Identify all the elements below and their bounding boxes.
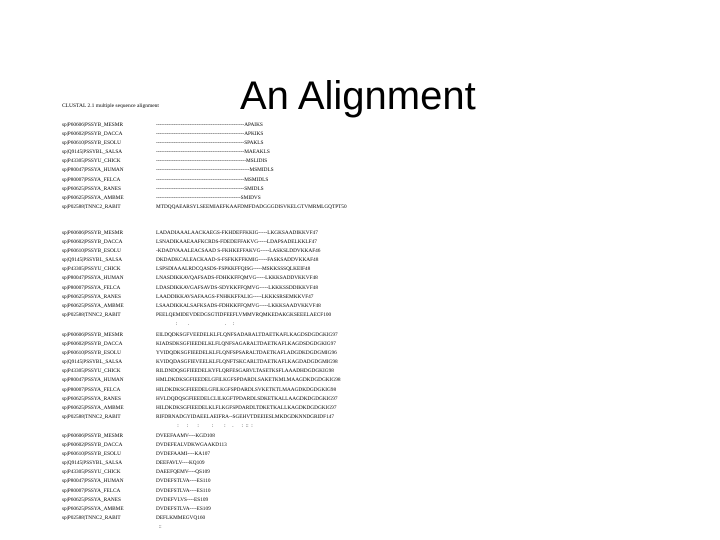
- alignment-row: [62, 432, 662, 441]
- sequence-name: sp|P60625|PSSYA_RANES: [62, 496, 121, 503]
- sequence-residues: LNASDIKKAVQAFSADS-FDHKKFFQMVG-----LKKKSADDVKKVF48: [156, 275, 318, 282]
- sequence-residues: DVDEFSTLVA----ES110: [156, 478, 211, 485]
- sequence-residues: HILDKDKSGFIEEDELKLFLKGFSPDARDLTDKETKALLKAGDKDGDGKIG97: [156, 404, 337, 411]
- alignment-row: [62, 284, 662, 293]
- sequence-name: sp|P60625|PSSYA_AMBME: [62, 302, 124, 309]
- sequence-name: sp|P60625|PSSYA_AMBME: [62, 505, 124, 512]
- sequence-residues: DVEEFAAMV----KGD108: [156, 433, 215, 439]
- alignment-row: [62, 441, 662, 450]
- alignment-row: [62, 121, 662, 130]
- sequence-name: sp|P80047|PSSYA_HUMAN: [62, 478, 124, 485]
- sequence-name: sp|P80047|PSSYA_HUMAN: [62, 275, 124, 282]
- slide-title: An Alignment: [240, 74, 476, 118]
- alignment-row: [62, 386, 662, 395]
- alignment-row: [62, 166, 662, 175]
- alignment-row: [62, 487, 662, 496]
- sequence-name: sp|P60602|PSSYB_DACCA: [62, 239, 123, 246]
- sequence-residues: DEFLKMMEGVQ160: [156, 514, 206, 521]
- sequence-name: sp|P60610|PSSYB_ESOLU: [62, 248, 121, 255]
- sequence-name: sp|P60625|PSSYA_AMBME: [62, 404, 124, 411]
- sequence-name: sp|P60625|PSSYA_RANES: [62, 185, 121, 192]
- alignment-row: [62, 376, 662, 385]
- alignment-block-1: [62, 121, 662, 212]
- sequence-residues: KIADSDKSGFIEEDELKLFLQNFSAGARALTDAETKAFLKAGDSDGDGKIG97: [156, 341, 336, 348]
- sequence-residues: --------------------------------------------------SPAKLS: [156, 140, 264, 147]
- sequence-name: sp|P60606|PSSYB_MESMR: [62, 230, 123, 236]
- alignment-row: [62, 459, 662, 468]
- sequence-name: sp|P60610|PSSYB_ESOLU: [62, 451, 121, 458]
- sequence-name: sp|P80007|PSSYA_FELCA: [62, 176, 121, 183]
- sequence-name: sp|P60625|PSSYA_AMBME: [62, 194, 124, 201]
- alignment-row: [62, 130, 662, 139]
- alignment-row: [62, 413, 662, 422]
- alignment-row: [62, 477, 662, 486]
- sequence-residues: LSNADIKAAEAAFKCRDS-FDEDEFFAKVG-----LDAPSADELKKLF47: [156, 239, 317, 246]
- conservation-line: [62, 422, 662, 430]
- alignment-row: [62, 302, 662, 311]
- sequence-name: sp|P60606|PSSYB_MESMR: [62, 122, 123, 128]
- alignment-block-4: [62, 432, 662, 531]
- sequence-residues: RILDNDQSGFIEEDELKYFLQRFESGARVLTASETKSFLAAADHDGDGKIG98: [156, 368, 334, 375]
- sequence-name: sp|Q9145|PSSYBL_SALSA: [62, 149, 123, 156]
- sequence-residues: LADADIAAALAACKAEGS-FKHDEFFKKIG-----LKGKSAADIKKVF47: [156, 230, 318, 236]
- sequence-name: sp|Q9145|PSSYBL_SALSA: [62, 257, 123, 264]
- alignment-row: [62, 185, 662, 194]
- alignment-row: [62, 505, 662, 514]
- sequence-residues: PEELQEMIDEVDEDGSGTIDFEEFLVMMVRQMKEDAKGKSEEELAECF100: [156, 311, 332, 318]
- alignment-row: [62, 311, 662, 320]
- alignment-row: [62, 176, 662, 185]
- clustal-header: CLUSTAL 2.1 multiple sequence alignment: [62, 103, 159, 109]
- sequence-residues: DKDADKCALEACKAAD-S-FSFKKFFKMIG-----FASKSADDVKKAF48: [156, 257, 319, 264]
- alignment-row: [62, 157, 662, 166]
- alignment-row: [62, 514, 662, 523]
- alignment-row: [62, 194, 662, 203]
- conservation-line: [62, 320, 662, 328]
- sequence-residues: DEEFAVLV----KQ109: [156, 460, 205, 467]
- sequence-residues: DVDEFVLVS----ES109: [156, 496, 209, 503]
- alignment-row: [62, 468, 662, 477]
- sequence-name: sp|P80047|PSSYA_HUMAN: [62, 377, 124, 384]
- sequence-residues: -----------------------------------------------------MSMIDLS: [156, 167, 274, 174]
- sequence-name: sp|P43305|PSSYU_CHICK: [62, 266, 121, 273]
- sequence-residues: ------------------------------------------------SMIDVS: [156, 194, 261, 201]
- alignment-row: [62, 274, 662, 283]
- sequence-residues: EILDQDKSGFVEEDELKLFLQNFSADARALTDAETKAFLKAGDSDGDGKIG97: [156, 332, 338, 338]
- sequence-name: sp|P43305|PSSYU_CHICK: [62, 368, 121, 375]
- sequence-residues: --------------------------------------------------MAEAKLS: [156, 149, 270, 156]
- alignment-row: [62, 367, 662, 376]
- alignment-block-3: [62, 331, 662, 430]
- sequence-residues: --------------------------------------------------SMIDLS: [156, 185, 264, 192]
- sequence-residues: HVLDQDQSGFIEEDELCLILKGFTPDARDLSDKETKALLAAGDKDGDGKIG97: [156, 395, 338, 402]
- sequence-name: sp|P60610|PSSYB_ESOLU: [62, 350, 121, 357]
- sequence-name: sp|P02588|TNNC2_RABIT: [62, 311, 121, 318]
- sequence-residues: DAEEFQEMV----QS109: [156, 469, 210, 476]
- alignment-row: [62, 340, 662, 349]
- sequence-residues: LSPSDIAAALRDCQASDS-FSPKKFFQISG-----MSKKSSSQLKEIF48: [156, 266, 311, 273]
- sequence-residues: DVDEFEALVDKWGAAKD113: [156, 442, 227, 449]
- sequence-name: sp|P60610|PSSYB_ESOLU: [62, 140, 121, 147]
- alignment-row: [62, 265, 662, 274]
- sequence-residues: DVDEFAAMI----KA107: [156, 451, 211, 458]
- alignment-row: [62, 293, 662, 302]
- sequence-residues: --------------------------------------------------APKIKS: [156, 131, 264, 138]
- alignment-row: [62, 247, 662, 256]
- sequence-name: sp|P43305|PSSYU_CHICK: [62, 158, 121, 165]
- sequence-name: sp|P02588|TNNC2_RABIT: [62, 413, 121, 420]
- alignment-row: [62, 148, 662, 157]
- alignment-row: [62, 496, 662, 505]
- sequence-name: sp|P60602|PSSYB_DACCA: [62, 341, 123, 348]
- sequence-name: sp|Q9145|PSSYBL_SALSA: [62, 359, 123, 366]
- sequence-name: sp|P60602|PSSYB_DACCA: [62, 131, 123, 138]
- sequence-residues: ---------------------------------------------------MSLIDIS: [156, 158, 268, 165]
- sequence-residues: HILDKDKSGFIEEDELGFILKGFSPDARDLSVKETKTLMAAGDKDGDGKIG98: [156, 386, 337, 393]
- sequence-name: sp|P60606|PSSYB_MESMR: [62, 332, 123, 338]
- sequence-name: sp|P02588|TNNC2_RABIT: [62, 203, 121, 210]
- sequence-name: sp|P60606|PSSYB_MESMR: [62, 433, 123, 439]
- alignment-block-2: [62, 229, 662, 328]
- alignment-row: [62, 450, 662, 459]
- sequence-residues: LAADDIKKAVSAFAAGS-FNHKKFFALIG-----LKKKSRSEMKKVF47: [156, 293, 314, 300]
- sequence-residues: LDASDIKKAVGAFSAVDS-SDYKKFFQMVG-----LKKKSSDDIKKVF48: [156, 284, 318, 291]
- alignment-row: [62, 395, 662, 404]
- sequence-residues: --------------------------------------------------MSMIDLS: [156, 176, 269, 183]
- sequence-name: sp|P60602|PSSYB_DACCA: [62, 442, 123, 449]
- conservation-symbols: : : : : : . : :: :: [156, 422, 253, 429]
- sequence-residues: -KDADVAAALEACSAAD S-FKHKEFFAKVG-----LASKSLDDVKKAF46: [156, 248, 321, 255]
- alignment-row: [62, 139, 662, 148]
- sequence-residues: KVIDQDASGFIEVEELKLFLQNFTSKCARLTDAETKAFLKAGDADGDGMIG98: [156, 359, 338, 366]
- conservation-line: [62, 523, 662, 531]
- sequence-residues: DVDEFSTLVA----ES109: [156, 505, 211, 512]
- alignment-row: [62, 358, 662, 367]
- sequence-residues: --------------------------------------------------APAIKS: [156, 122, 263, 128]
- alignment-row: [62, 256, 662, 265]
- alignment-row: [62, 349, 662, 358]
- sequence-residues: LSAADIKKALSAFKSADS-FDHKKFFQMVG-----LKKKSAADVKKVF48: [156, 302, 321, 309]
- alignment-row: [62, 229, 662, 238]
- sequence-residues: DVDEFSTLVA----ES110: [156, 487, 211, 494]
- sequence-name: sp|P60625|PSSYA_RANES: [62, 395, 121, 402]
- sequence-name: sp|P80007|PSSYA_FELCA: [62, 284, 121, 291]
- sequence-residues: HMLDKDKSGFIEEDELGFILKGFSPDARDLSAKETKMLMAAGDKDGDGKIG98: [156, 377, 341, 384]
- sequence-residues: YVIDQDKSGFIEEDELKLFLQNFSPSARALTDAETKAFLADGDKDGDGMIG96: [156, 350, 337, 357]
- sequence-residues: MTDQQAEARSYLSEEMIAEFKAAFDMFDADGGGDISVKELGTVMRMLGQTPT50: [156, 203, 347, 210]
- conservation-symbols: : . . :: [156, 320, 235, 327]
- sequence-residues: RIFDRNADGYIDAEELAEIFRA--SGEHVTDEEIESLMKDGDKNNDGRIDF147: [156, 413, 335, 420]
- alignment-row: [62, 331, 662, 340]
- sequence-name: sp|P80007|PSSYA_FELCA: [62, 487, 121, 494]
- sequence-name: sp|P02588|TNNC2_RABIT: [62, 514, 121, 521]
- conservation-symbols: ::: [156, 523, 162, 530]
- sequence-name: sp|P43305|PSSYU_CHICK: [62, 469, 121, 476]
- alignment-row: [62, 404, 662, 413]
- sequence-name: sp|Q9145|PSSYBL_SALSA: [62, 460, 123, 467]
- sequence-name: sp|P80007|PSSYA_FELCA: [62, 386, 121, 393]
- sequence-name: sp|P60625|PSSYA_RANES: [62, 293, 121, 300]
- sequence-name: sp|P80047|PSSYA_HUMAN: [62, 167, 124, 174]
- alignment-row: [62, 238, 662, 247]
- alignment-row: [62, 203, 662, 212]
